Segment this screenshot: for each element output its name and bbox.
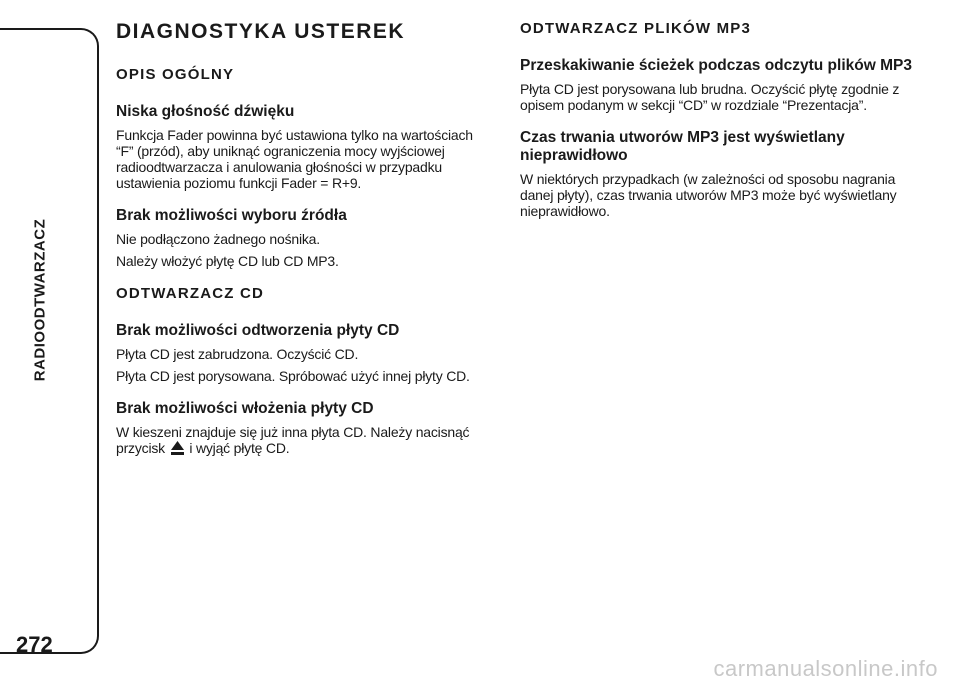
section-heading-general: OPIS OGÓLNY	[116, 66, 235, 83]
text-no-source-1: Nie podłączono żadnego nośnika.	[116, 231, 320, 247]
text-skip: Płyta CD jest porysowana lub brudna. Oczyścić płytę zgodnie z opisem podanym w sekcji “CD” w rozdziale “Prezentacja”.	[520, 81, 900, 113]
heading-skip: Przeskakiwanie ścieżek podczas odczytu plików MP3	[520, 57, 912, 74]
page-title: DIAGNOSTYKA USTEREK	[116, 20, 406, 43]
heading-no-insert: Brak możliwości włożenia płyty CD	[116, 400, 374, 417]
text-no-play-2: Płyta CD jest porysowana. Spróbować użyć innej płyty CD.	[116, 368, 470, 384]
watermark: carmanualsonline.info	[713, 656, 938, 681]
heading-duration: Czas trwania utworów MP3 jest wyświetlany nieprawidłowo	[520, 129, 845, 164]
right-column	[520, 20, 920, 235]
heading-no-play: Brak możliwości odtworzenia płyty CD	[116, 322, 400, 339]
text-no-play-1: Płyta CD jest zabrudzona. Oczyścić CD.	[116, 346, 359, 362]
chapter-tab	[0, 28, 99, 654]
text-duration: W niektórych przypadkach (w zależności od sposobu nagrania danej płyty), czas trwania utworów MP3 może być wyświetlany nieprawidłowo.	[520, 171, 897, 219]
section-heading-mp3: ODTWARZACZ PLIKÓW MP3	[520, 20, 752, 37]
heading-no-source: Brak możliwości wyboru źródła	[116, 207, 347, 224]
eject-icon	[171, 441, 184, 458]
section-heading-cd: ODTWARZACZ CD	[116, 285, 265, 302]
text-no-insert	[116, 424, 486, 458]
page-number: 272	[16, 632, 53, 657]
heading-low-volume: Niska głośność dźwięku	[116, 103, 295, 120]
text-no-insert-b: i wyjąć płytę CD.	[189, 440, 290, 456]
left-column	[116, 20, 486, 474]
text-low-volume: Funkcja Fader powinna być ustawiona tylko na wartościach “F” (przód), aby uniknąć ograniczenia mocy wyjściowej radioodtwarzacza i anulowania głośności w przypadku ustawienia poziomu funkcji Fader = R+9.	[116, 127, 473, 191]
text-no-source-2: Należy włożyć płytę CD lub CD MP3.	[116, 253, 339, 269]
text-no-insert-a: W kieszeni znajduje się już inna płyta CD. Należy nacisnąć przycisk	[116, 424, 470, 456]
chapter-label: RADIOODTWARZACZ	[31, 218, 49, 382]
